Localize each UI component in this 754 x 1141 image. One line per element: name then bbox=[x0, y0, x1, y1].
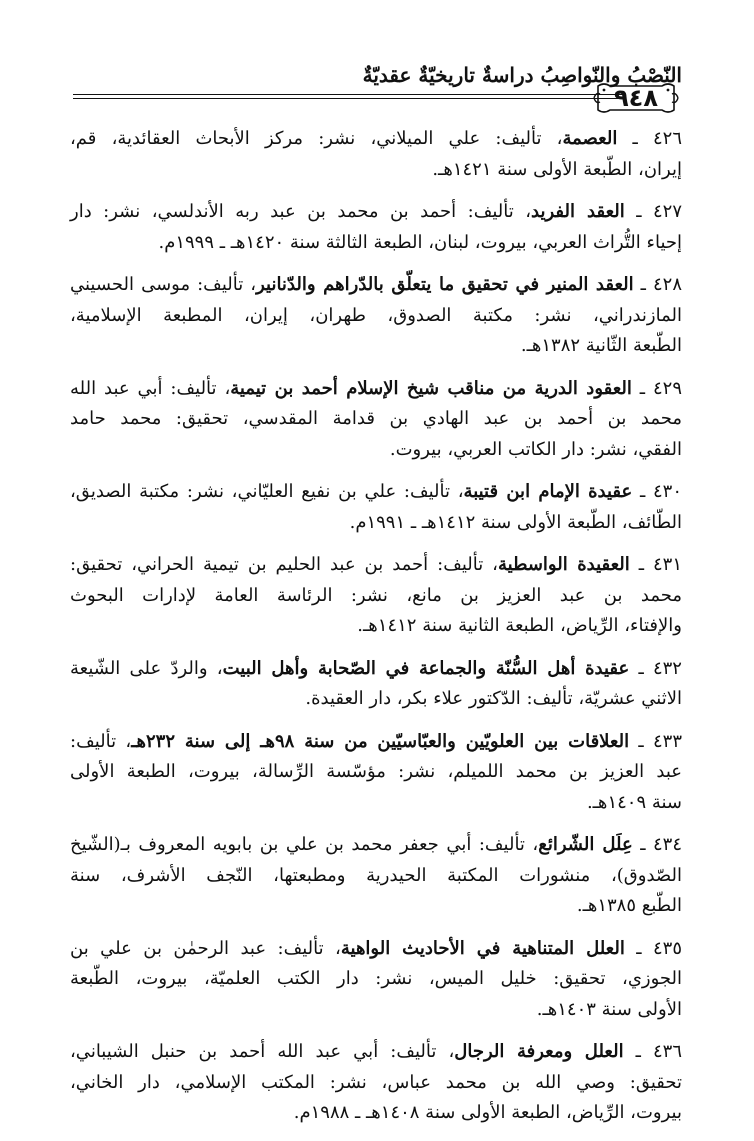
entry-first-line bbox=[70, 270, 682, 301]
entry-title: العقود الدرية من مناقب شيخ الإسلام أحمد بن تيمية bbox=[230, 377, 632, 399]
entry-number: ٤٢٦ bbox=[652, 128, 682, 149]
bibliography-list bbox=[70, 124, 682, 1141]
entry-dash: ـ bbox=[617, 128, 653, 149]
bibliography-entry bbox=[70, 270, 682, 362]
bibliography-entry bbox=[70, 550, 682, 642]
entry-first-line bbox=[70, 1037, 682, 1068]
entry-dash: ـ bbox=[629, 554, 653, 575]
entry-details: ، والردّ على الشّيعة bbox=[70, 657, 223, 679]
entry-number: ٤٣٣ bbox=[653, 730, 683, 752]
running-title: النّصْبُ والنّواصِبُ دراسةٌ تاريخيّةٌ عقديّةٌ bbox=[362, 63, 682, 87]
bibliography-entry bbox=[70, 197, 682, 258]
bibliography-entry bbox=[70, 830, 682, 922]
entry-continuation-line: عبد العزيز بن محمد اللميلم، نشر: مؤسّسة الرِّسالة، بيروت، الطبعة الأولى bbox=[70, 761, 682, 782]
entry-title: العلل ومعرفة الرجال bbox=[454, 1041, 624, 1062]
entry-details: ، تأليف: أحمد بن محمد بن عبد ربه الأندلسي، نشر: دار bbox=[70, 201, 532, 222]
entry-dash: ـ bbox=[631, 377, 653, 399]
entry-dash: ـ bbox=[624, 201, 653, 222]
entry-first-line bbox=[70, 197, 682, 228]
entry-number: ٤٣٦ bbox=[653, 1041, 683, 1062]
entry-first-line bbox=[70, 550, 682, 581]
entry-number: ٤٢٨ bbox=[652, 274, 682, 295]
entry-dash: ـ bbox=[632, 481, 653, 502]
entry-continuation-line: الطّائف، الطّبعة الأولى سنة ١٤١٢هـ ـ ١٩٩١م. bbox=[349, 511, 682, 533]
entry-continuation-line: الفقي، نشر: دار الكاتب العربي، بيروت. bbox=[389, 438, 682, 460]
entry-title: العصمة bbox=[562, 128, 618, 149]
entry-details: ، تأليف: أبي جعفر محمد بن علي بن بابويه المعروف بـ(الشّيخ bbox=[70, 834, 539, 855]
entry-continuation-line: محمد بن عبد العزيز بن مانع، نشر: الرئاسة العامة لإدارات البحوث bbox=[70, 584, 682, 606]
entry-details: ، تأليف: موسى الحسيني bbox=[70, 274, 257, 295]
page-number-frame bbox=[590, 82, 682, 114]
bibliography-entry bbox=[70, 124, 682, 185]
entry-details: ، تأليف: علي بن نفيع العليّاني، نشر: مكتبة الصديق، bbox=[70, 481, 464, 502]
entry-title: العقد المنير في تحقيق ما يتعلّق بالدّراهم والدّنانير bbox=[256, 274, 634, 295]
entry-title: العلل المتناهية في الأحاديث الواهية bbox=[340, 937, 625, 959]
entry-details: ، تأليف: bbox=[70, 730, 132, 752]
entry-number: ٤٢٩ bbox=[653, 377, 683, 399]
entry-continuation-line: الصّدوق)، منشورات المكتبة الحيدرية ومطبعتها، النّجف الأشرف، سنة bbox=[70, 864, 682, 886]
bibliography-entry bbox=[70, 1037, 682, 1129]
bibliography-entry bbox=[70, 477, 682, 538]
entry-details: ، تأليف: عبد الرحمٰن بن علي بن bbox=[70, 937, 341, 959]
entry-title: العقيدة الواسطية bbox=[498, 554, 630, 575]
entry-dash: ـ bbox=[629, 657, 653, 679]
entry-details: ، تأليف: أحمد بن عبد الحليم بن تيمية الحراني، تحقيق: bbox=[70, 554, 498, 575]
entry-continuation-line: الجوزي، تحقيق: خليل الميس، نشر: دار الكتب العلميّة، بيروت، الطّبعة bbox=[70, 968, 682, 989]
entry-continuation-line: محمد بن أحمد بن عبد الهادي بن قدامة المقدسي، تحقيق: محمد حامد bbox=[70, 408, 682, 429]
entry-title: العلاقات بين العلويّين والعبّاسيّين من سنة ٩٨هـ إلى سنة ٢٣٢هـ bbox=[131, 730, 630, 752]
entry-details: ، تأليف: علي الميلاني، نشر: مركز الأبحاث العقائدية، قم، bbox=[70, 128, 563, 149]
entry-first-line bbox=[70, 830, 682, 861]
entry-details: ، تأليف: أبي عبد الله أحمد بن حنبل الشيباني، bbox=[70, 1041, 455, 1062]
entry-title: عِلَل الشّرائع bbox=[538, 834, 633, 855]
entry-continuation-line: المازندراني، نشر: مكتبة الصدوق، طهران، إيران، المطبعة الإسلامية، bbox=[70, 304, 682, 326]
entry-continuation-line: إحياء التُّراث العربي، بيروت، لبنان، الطبعة الثالثة سنة ١٤٢٠هـ ـ ١٩٩٩م. bbox=[158, 231, 682, 253]
entry-continuation-line: تحقيق: وصي الله بن محمد عباس، نشر: المكتب الإسلامي، دار الخاني، bbox=[70, 1071, 682, 1093]
entry-dash: ـ bbox=[632, 834, 653, 855]
entry-title: العقد الفريد bbox=[531, 201, 625, 222]
entry-continuation-line: والإفتاء، الرِّياض، الطبعة الثانية سنة ١٤١٢هـ. bbox=[357, 615, 682, 636]
entry-number: ٤٣١ bbox=[652, 554, 682, 575]
page-number: ٩٤٨ bbox=[614, 84, 658, 112]
bibliography-entry bbox=[70, 727, 682, 819]
entry-title: عقيدة أهل السُّنّة والجماعة في الصّحابة وأهل البيت bbox=[222, 657, 630, 679]
entry-continuation-line: الطّبعة الثّانية ١٣٨٢هـ. bbox=[520, 335, 682, 356]
entry-continuation-line: سنة ١٤٠٩هـ. bbox=[586, 791, 682, 813]
entry-continuation-line: إيران، الطّبعة الأولى سنة ١٤٢١هـ. bbox=[432, 158, 682, 180]
entry-first-line bbox=[70, 727, 682, 758]
entry-dash: ـ bbox=[633, 274, 653, 295]
entry-number: ٤٣٤ bbox=[652, 834, 682, 855]
entry-first-line bbox=[70, 934, 682, 965]
entry-dash: ـ bbox=[629, 730, 653, 752]
entry-number: ٤٣٢ bbox=[652, 657, 682, 679]
bibliography-entry bbox=[70, 934, 682, 1026]
entry-continuation-line: الطّبع ١٣٨٥هـ. bbox=[576, 895, 682, 916]
entry-number: ٤٣٥ bbox=[652, 937, 682, 959]
entry-dash: ـ bbox=[623, 1041, 653, 1062]
entry-continuation-line: الاثني عشريّة، تأليف: الدّكتور علاء بكر، دار العقيدة. bbox=[305, 688, 682, 709]
entry-number: ٤٢٧ bbox=[652, 201, 682, 222]
entry-continuation-line: بيروت، الرِّياض، الطبعة الأولى سنة ١٤٠٨هـ ـ ١٩٨٨م. bbox=[293, 1102, 682, 1123]
entry-title: عقيدة الإمام ابن قتيبة bbox=[463, 481, 633, 502]
entry-first-line bbox=[70, 374, 682, 405]
header-double-rule bbox=[73, 94, 622, 99]
entry-first-line bbox=[70, 124, 682, 155]
entry-dash: ـ bbox=[624, 937, 653, 959]
bibliography-entry bbox=[70, 654, 682, 715]
bibliography-entry bbox=[70, 374, 682, 466]
entry-first-line bbox=[70, 654, 682, 685]
entry-continuation-line: الأولى سنة ١٤٠٣هـ. bbox=[536, 998, 682, 1020]
entry-first-line bbox=[70, 477, 682, 508]
header-rule-row bbox=[73, 84, 682, 114]
entry-details: ، تأليف: أبي عبد الله bbox=[70, 377, 231, 399]
entry-number: ٤٣٠ bbox=[652, 481, 682, 502]
